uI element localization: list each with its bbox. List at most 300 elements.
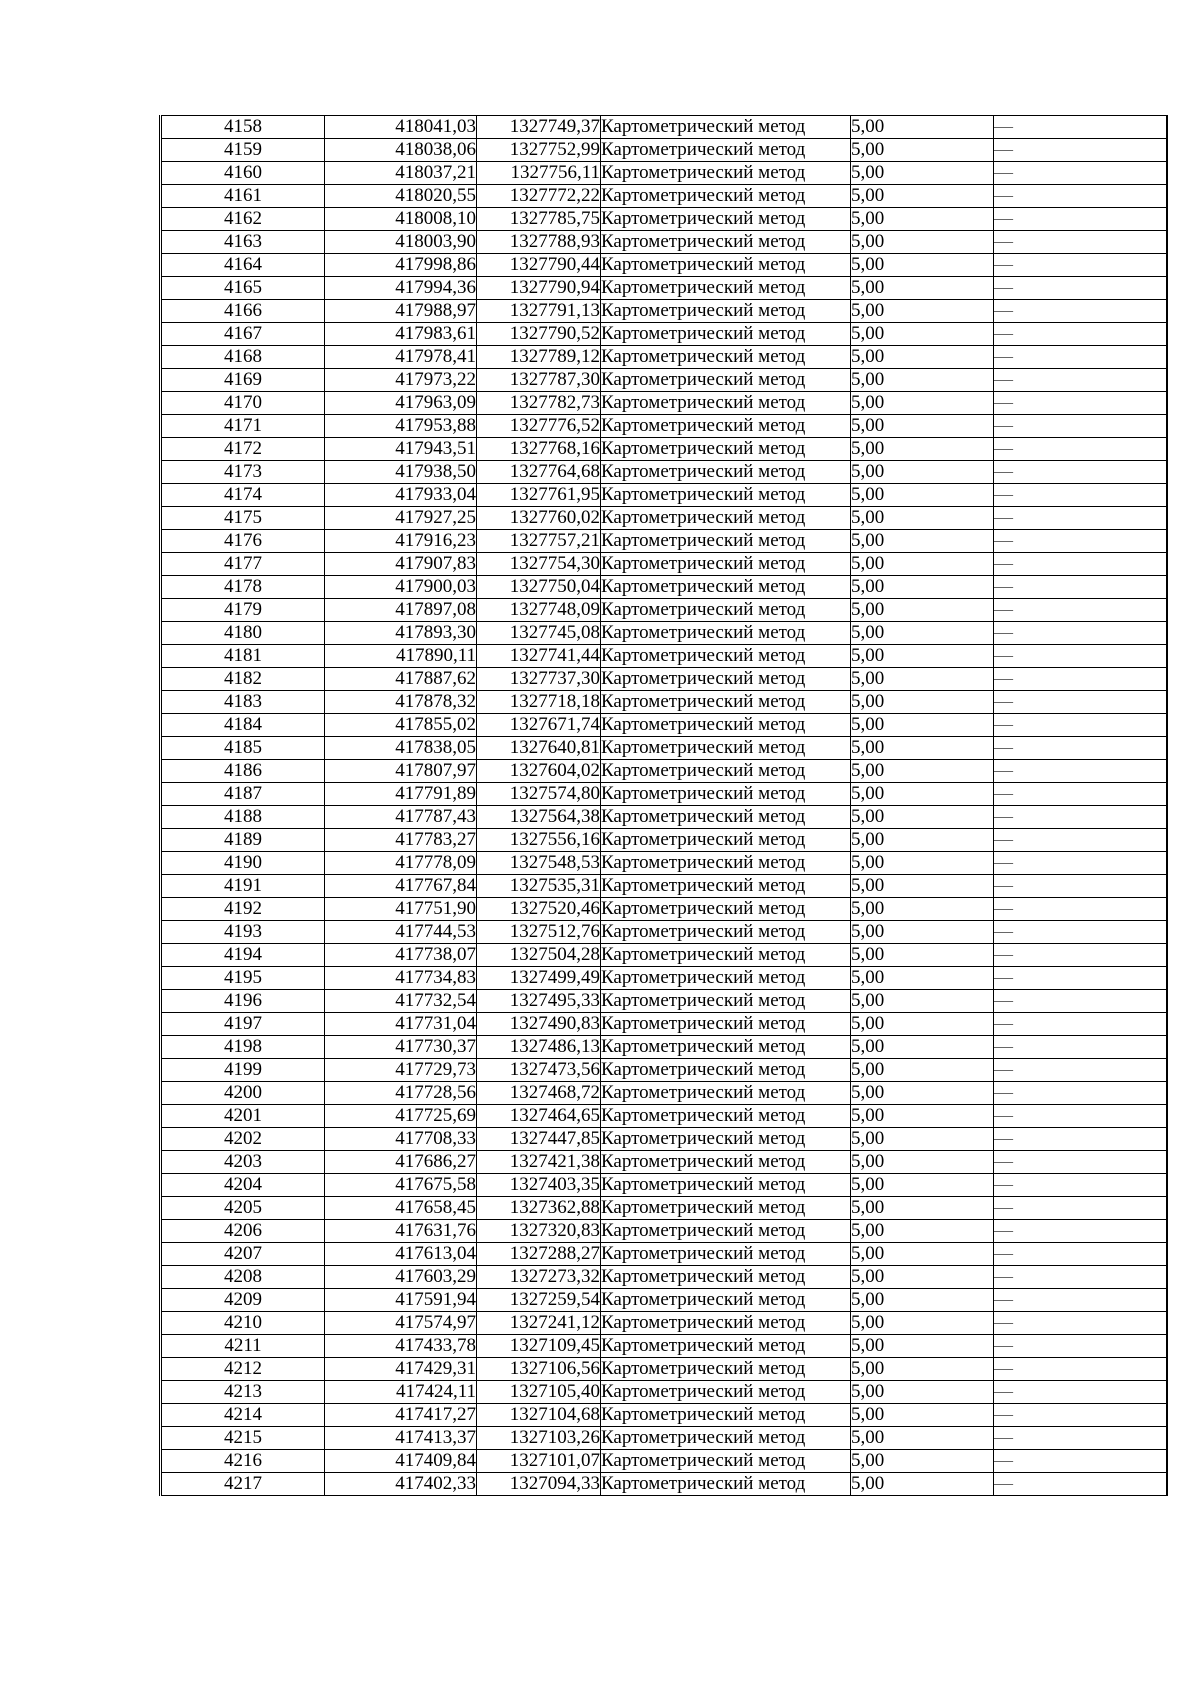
table-row (161, 760, 1167, 783)
x-coordinate-cell: 418038,06 (325, 139, 477, 162)
y-coordinate-cell: 1327273,32 (477, 1266, 601, 1289)
method-cell: Картометрический метод (601, 898, 851, 921)
table-row (161, 1289, 1167, 1312)
table-row (161, 277, 1167, 300)
x-coordinate-cell: 417983,61 (325, 323, 477, 346)
note-cell: — (994, 1036, 1167, 1059)
note-cell: — (994, 323, 1167, 346)
point-number-cell: 4192 (161, 898, 325, 921)
accuracy-cell: 5,00 (851, 1013, 994, 1036)
y-coordinate-cell: 1327106,56 (477, 1358, 601, 1381)
table-row (161, 208, 1167, 231)
accuracy-cell: 5,00 (851, 1128, 994, 1151)
point-number-cell: 4170 (161, 392, 325, 415)
y-coordinate-cell: 1327421,38 (477, 1151, 601, 1174)
y-coordinate-cell: 1327105,40 (477, 1381, 601, 1404)
accuracy-cell: 5,00 (851, 944, 994, 967)
y-coordinate-cell: 1327782,73 (477, 392, 601, 415)
note-cell: — (994, 645, 1167, 668)
point-number-cell: 4174 (161, 484, 325, 507)
note-cell: — (994, 875, 1167, 898)
note-cell: — (994, 1151, 1167, 1174)
point-number-cell: 4184 (161, 714, 325, 737)
method-cell: Картометрический метод (601, 1473, 851, 1496)
table-row (161, 599, 1167, 622)
accuracy-cell: 5,00 (851, 921, 994, 944)
table-row (161, 116, 1167, 139)
table-row (161, 1128, 1167, 1151)
point-number-cell: 4171 (161, 415, 325, 438)
point-number-cell: 4191 (161, 875, 325, 898)
table-row (161, 1381, 1167, 1404)
point-number-cell: 4182 (161, 668, 325, 691)
table-row (161, 737, 1167, 760)
y-coordinate-cell: 1327788,93 (477, 231, 601, 254)
note-cell: — (994, 1105, 1167, 1128)
y-coordinate-cell: 1327104,68 (477, 1404, 601, 1427)
x-coordinate-cell: 417433,78 (325, 1335, 477, 1358)
y-coordinate-cell: 1327745,08 (477, 622, 601, 645)
y-coordinate-cell: 1327103,26 (477, 1427, 601, 1450)
accuracy-cell: 5,00 (851, 438, 994, 461)
x-coordinate-cell: 417409,84 (325, 1450, 477, 1473)
method-cell: Картометрический метод (601, 1266, 851, 1289)
table-row (161, 1335, 1167, 1358)
table-row (161, 162, 1167, 185)
point-number-cell: 4162 (161, 208, 325, 231)
point-number-cell: 4187 (161, 783, 325, 806)
point-number-cell: 4163 (161, 231, 325, 254)
y-coordinate-cell: 1327785,75 (477, 208, 601, 231)
note-cell: — (994, 852, 1167, 875)
point-number-cell: 4158 (161, 116, 325, 139)
x-coordinate-cell: 417658,45 (325, 1197, 477, 1220)
note-cell: — (994, 806, 1167, 829)
y-coordinate-cell: 1327791,13 (477, 300, 601, 323)
table-row (161, 1151, 1167, 1174)
accuracy-cell: 5,00 (851, 990, 994, 1013)
point-number-cell: 4201 (161, 1105, 325, 1128)
table-row (161, 139, 1167, 162)
note-cell: — (994, 1174, 1167, 1197)
note-cell: — (994, 622, 1167, 645)
method-cell: Картометрический метод (601, 461, 851, 484)
method-cell: Картометрический метод (601, 254, 851, 277)
note-cell: — (994, 392, 1167, 415)
table-row (161, 1266, 1167, 1289)
x-coordinate-cell: 417927,25 (325, 507, 477, 530)
point-number-cell: 4215 (161, 1427, 325, 1450)
point-number-cell: 4176 (161, 530, 325, 553)
x-coordinate-cell: 417744,53 (325, 921, 477, 944)
accuracy-cell: 5,00 (851, 1404, 994, 1427)
table-row (161, 783, 1167, 806)
point-number-cell: 4206 (161, 1220, 325, 1243)
table-row (161, 714, 1167, 737)
note-cell: — (994, 1312, 1167, 1335)
point-number-cell: 4203 (161, 1151, 325, 1174)
accuracy-cell: 5,00 (851, 1059, 994, 1082)
y-coordinate-cell: 1327671,74 (477, 714, 601, 737)
table-row (161, 185, 1167, 208)
method-cell: Картометрический метод (601, 1197, 851, 1220)
x-coordinate-cell: 417429,31 (325, 1358, 477, 1381)
accuracy-cell: 5,00 (851, 829, 994, 852)
accuracy-cell: 5,00 (851, 645, 994, 668)
y-coordinate-cell: 1327760,02 (477, 507, 601, 530)
method-cell: Картометрический метод (601, 415, 851, 438)
note-cell: — (994, 254, 1167, 277)
note-cell: — (994, 944, 1167, 967)
accuracy-cell: 5,00 (851, 484, 994, 507)
method-cell: Картометрический метод (601, 645, 851, 668)
x-coordinate-cell: 417424,11 (325, 1381, 477, 1404)
table-row (161, 392, 1167, 415)
x-coordinate-cell: 418020,55 (325, 185, 477, 208)
y-coordinate-cell: 1327490,83 (477, 1013, 601, 1036)
accuracy-cell: 5,00 (851, 806, 994, 829)
accuracy-cell: 5,00 (851, 967, 994, 990)
method-cell: Картометрический метод (601, 1312, 851, 1335)
table-row (161, 1473, 1167, 1496)
point-number-cell: 4185 (161, 737, 325, 760)
note-cell: — (994, 415, 1167, 438)
y-coordinate-cell: 1327464,65 (477, 1105, 601, 1128)
y-coordinate-cell: 1327109,45 (477, 1335, 601, 1358)
y-coordinate-cell: 1327756,11 (477, 162, 601, 185)
method-cell: Картометрический метод (601, 1404, 851, 1427)
y-coordinate-cell: 1327288,27 (477, 1243, 601, 1266)
x-coordinate-cell: 417978,41 (325, 346, 477, 369)
table-row (161, 1197, 1167, 1220)
y-coordinate-cell: 1327495,33 (477, 990, 601, 1013)
x-coordinate-cell: 417890,11 (325, 645, 477, 668)
table-row (161, 990, 1167, 1013)
table-row (161, 645, 1167, 668)
table-row (161, 967, 1167, 990)
point-number-cell: 4194 (161, 944, 325, 967)
point-number-cell: 4196 (161, 990, 325, 1013)
y-coordinate-cell: 1327749,37 (477, 116, 601, 139)
y-coordinate-cell: 1327548,53 (477, 852, 601, 875)
x-coordinate-cell: 417933,04 (325, 484, 477, 507)
accuracy-cell: 5,00 (851, 323, 994, 346)
y-coordinate-cell: 1327757,21 (477, 530, 601, 553)
x-coordinate-cell: 417900,03 (325, 576, 477, 599)
accuracy-cell: 5,00 (851, 737, 994, 760)
x-coordinate-cell: 417631,76 (325, 1220, 477, 1243)
point-number-cell: 4173 (161, 461, 325, 484)
accuracy-cell: 5,00 (851, 162, 994, 185)
note-cell: — (994, 1450, 1167, 1473)
table-row (161, 1105, 1167, 1128)
accuracy-cell: 5,00 (851, 461, 994, 484)
y-coordinate-cell: 1327737,30 (477, 668, 601, 691)
coordinates-sheet (159, 115, 1165, 1496)
method-cell: Картометрический метод (601, 852, 851, 875)
method-cell: Картометрический метод (601, 967, 851, 990)
x-coordinate-cell: 417783,27 (325, 829, 477, 852)
method-cell: Картометрический метод (601, 1013, 851, 1036)
table-row (161, 1013, 1167, 1036)
method-cell: Картометрический метод (601, 530, 851, 553)
accuracy-cell: 5,00 (851, 1335, 994, 1358)
accuracy-cell: 5,00 (851, 1450, 994, 1473)
note-cell: — (994, 990, 1167, 1013)
accuracy-cell: 5,00 (851, 185, 994, 208)
table-row (161, 438, 1167, 461)
x-coordinate-cell: 417675,58 (325, 1174, 477, 1197)
point-number-cell: 4217 (161, 1473, 325, 1496)
method-cell: Картометрический метод (601, 691, 851, 714)
y-coordinate-cell: 1327790,52 (477, 323, 601, 346)
note-cell: — (994, 438, 1167, 461)
point-number-cell: 4177 (161, 553, 325, 576)
x-coordinate-cell: 417730,37 (325, 1036, 477, 1059)
point-number-cell: 4205 (161, 1197, 325, 1220)
method-cell: Картометрический метод (601, 553, 851, 576)
x-coordinate-cell: 417838,05 (325, 737, 477, 760)
x-coordinate-cell: 417738,07 (325, 944, 477, 967)
note-cell: — (994, 576, 1167, 599)
note-cell: — (994, 898, 1167, 921)
x-coordinate-cell: 417603,29 (325, 1266, 477, 1289)
x-coordinate-cell: 417417,27 (325, 1404, 477, 1427)
x-coordinate-cell: 417973,22 (325, 369, 477, 392)
note-cell: — (994, 1082, 1167, 1105)
table-row (161, 1082, 1167, 1105)
note-cell: — (994, 599, 1167, 622)
point-number-cell: 4193 (161, 921, 325, 944)
accuracy-cell: 5,00 (851, 576, 994, 599)
x-coordinate-cell: 417791,89 (325, 783, 477, 806)
method-cell: Картометрический метод (601, 369, 851, 392)
note-cell: — (994, 300, 1167, 323)
note-cell: — (994, 231, 1167, 254)
x-coordinate-cell: 417591,94 (325, 1289, 477, 1312)
table-row (161, 484, 1167, 507)
coordinates-table-body (161, 116, 1167, 1496)
method-cell: Картометрический метод (601, 599, 851, 622)
x-coordinate-cell: 417855,02 (325, 714, 477, 737)
point-number-cell: 4181 (161, 645, 325, 668)
point-number-cell: 4169 (161, 369, 325, 392)
x-coordinate-cell: 417778,09 (325, 852, 477, 875)
accuracy-cell: 5,00 (851, 208, 994, 231)
y-coordinate-cell: 1327787,30 (477, 369, 601, 392)
method-cell: Картометрический метод (601, 921, 851, 944)
note-cell: — (994, 1335, 1167, 1358)
note-cell: — (994, 668, 1167, 691)
point-number-cell: 4214 (161, 1404, 325, 1427)
note-cell: — (994, 116, 1167, 139)
method-cell: Картометрический метод (601, 231, 851, 254)
table-row (161, 691, 1167, 714)
accuracy-cell: 5,00 (851, 714, 994, 737)
note-cell: — (994, 1266, 1167, 1289)
table-row (161, 530, 1167, 553)
method-cell: Картометрический метод (601, 139, 851, 162)
note-cell: — (994, 484, 1167, 507)
x-coordinate-cell: 417731,04 (325, 1013, 477, 1036)
method-cell: Картометрический метод (601, 277, 851, 300)
method-cell: Картометрический метод (601, 1151, 851, 1174)
point-number-cell: 4164 (161, 254, 325, 277)
accuracy-cell: 5,00 (851, 254, 994, 277)
note-cell: — (994, 1128, 1167, 1151)
table-row (161, 369, 1167, 392)
table-row (161, 507, 1167, 530)
point-number-cell: 4167 (161, 323, 325, 346)
table-row (161, 553, 1167, 576)
point-number-cell: 4183 (161, 691, 325, 714)
method-cell: Картометрический метод (601, 1427, 851, 1450)
method-cell: Картометрический метод (601, 737, 851, 760)
x-coordinate-cell: 417686,27 (325, 1151, 477, 1174)
note-cell: — (994, 1220, 1167, 1243)
table-row (161, 898, 1167, 921)
accuracy-cell: 5,00 (851, 622, 994, 645)
method-cell: Картометрический метод (601, 1289, 851, 1312)
note-cell: — (994, 1404, 1167, 1427)
y-coordinate-cell: 1327764,68 (477, 461, 601, 484)
x-coordinate-cell: 417734,83 (325, 967, 477, 990)
method-cell: Картометрический метод (601, 668, 851, 691)
point-number-cell: 4161 (161, 185, 325, 208)
table-row (161, 1427, 1167, 1450)
x-coordinate-cell: 417751,90 (325, 898, 477, 921)
note-cell: — (994, 530, 1167, 553)
point-number-cell: 4178 (161, 576, 325, 599)
method-cell: Картометрический метод (601, 944, 851, 967)
method-cell: Картометрический метод (601, 484, 851, 507)
point-number-cell: 4175 (161, 507, 325, 530)
table-row (161, 1243, 1167, 1266)
x-coordinate-cell: 417878,32 (325, 691, 477, 714)
point-number-cell: 4197 (161, 1013, 325, 1036)
table-row (161, 1450, 1167, 1473)
y-coordinate-cell: 1327564,38 (477, 806, 601, 829)
method-cell: Картометрический метод (601, 714, 851, 737)
accuracy-cell: 5,00 (851, 1036, 994, 1059)
accuracy-cell: 5,00 (851, 392, 994, 415)
note-cell: — (994, 208, 1167, 231)
note-cell: — (994, 162, 1167, 185)
method-cell: Картометрический метод (601, 576, 851, 599)
table-row (161, 829, 1167, 852)
method-cell: Картометрический метод (601, 1174, 851, 1197)
note-cell: — (994, 714, 1167, 737)
x-coordinate-cell: 417907,83 (325, 553, 477, 576)
x-coordinate-cell: 418037,21 (325, 162, 477, 185)
y-coordinate-cell: 1327748,09 (477, 599, 601, 622)
note-cell: — (994, 1427, 1167, 1450)
accuracy-cell: 5,00 (851, 346, 994, 369)
note-cell: — (994, 1197, 1167, 1220)
method-cell: Картометрический метод (601, 323, 851, 346)
table-row (161, 576, 1167, 599)
coordinates-table (159, 115, 1168, 1496)
note-cell: — (994, 461, 1167, 484)
y-coordinate-cell: 1327772,22 (477, 185, 601, 208)
point-number-cell: 4208 (161, 1266, 325, 1289)
method-cell: Картометрический метод (601, 116, 851, 139)
note-cell: — (994, 1381, 1167, 1404)
table-row (161, 806, 1167, 829)
table-row (161, 1220, 1167, 1243)
method-cell: Картометрический метод (601, 1450, 851, 1473)
note-cell: — (994, 369, 1167, 392)
method-cell: Картометрический метод (601, 1036, 851, 1059)
method-cell: Картометрический метод (601, 392, 851, 415)
y-coordinate-cell: 1327790,44 (477, 254, 601, 277)
note-cell: — (994, 783, 1167, 806)
y-coordinate-cell: 1327101,07 (477, 1450, 601, 1473)
note-cell: — (994, 1243, 1167, 1266)
method-cell: Картометрический метод (601, 1220, 851, 1243)
accuracy-cell: 5,00 (851, 1289, 994, 1312)
table-row (161, 668, 1167, 691)
accuracy-cell: 5,00 (851, 231, 994, 254)
accuracy-cell: 5,00 (851, 415, 994, 438)
y-coordinate-cell: 1327362,88 (477, 1197, 601, 1220)
point-number-cell: 4179 (161, 599, 325, 622)
point-number-cell: 4200 (161, 1082, 325, 1105)
x-coordinate-cell: 418041,03 (325, 116, 477, 139)
y-coordinate-cell: 1327535,31 (477, 875, 601, 898)
accuracy-cell: 5,00 (851, 599, 994, 622)
note-cell: — (994, 553, 1167, 576)
table-row (161, 622, 1167, 645)
table-row (161, 254, 1167, 277)
method-cell: Картометрический метод (601, 346, 851, 369)
table-row (161, 231, 1167, 254)
accuracy-cell: 5,00 (851, 277, 994, 300)
x-coordinate-cell: 418003,90 (325, 231, 477, 254)
table-row (161, 1036, 1167, 1059)
x-coordinate-cell: 417613,04 (325, 1243, 477, 1266)
point-number-cell: 4190 (161, 852, 325, 875)
accuracy-cell: 5,00 (851, 1082, 994, 1105)
y-coordinate-cell: 1327640,81 (477, 737, 601, 760)
note-cell: — (994, 737, 1167, 760)
accuracy-cell: 5,00 (851, 1105, 994, 1128)
point-number-cell: 4172 (161, 438, 325, 461)
y-coordinate-cell: 1327468,72 (477, 1082, 601, 1105)
note-cell: — (994, 277, 1167, 300)
table-row (161, 1059, 1167, 1082)
accuracy-cell: 5,00 (851, 1312, 994, 1335)
table-row (161, 852, 1167, 875)
x-coordinate-cell: 417916,23 (325, 530, 477, 553)
note-cell: — (994, 139, 1167, 162)
x-coordinate-cell: 417994,36 (325, 277, 477, 300)
accuracy-cell: 5,00 (851, 1473, 994, 1496)
y-coordinate-cell: 1327241,12 (477, 1312, 601, 1335)
y-coordinate-cell: 1327473,56 (477, 1059, 601, 1082)
y-coordinate-cell: 1327776,52 (477, 415, 601, 438)
point-number-cell: 4213 (161, 1381, 325, 1404)
y-coordinate-cell: 1327447,85 (477, 1128, 601, 1151)
method-cell: Картометрический метод (601, 507, 851, 530)
y-coordinate-cell: 1327556,16 (477, 829, 601, 852)
note-cell: — (994, 1358, 1167, 1381)
accuracy-cell: 5,00 (851, 1174, 994, 1197)
note-cell: — (994, 967, 1167, 990)
accuracy-cell: 5,00 (851, 691, 994, 714)
point-number-cell: 4159 (161, 139, 325, 162)
accuracy-cell: 5,00 (851, 1220, 994, 1243)
